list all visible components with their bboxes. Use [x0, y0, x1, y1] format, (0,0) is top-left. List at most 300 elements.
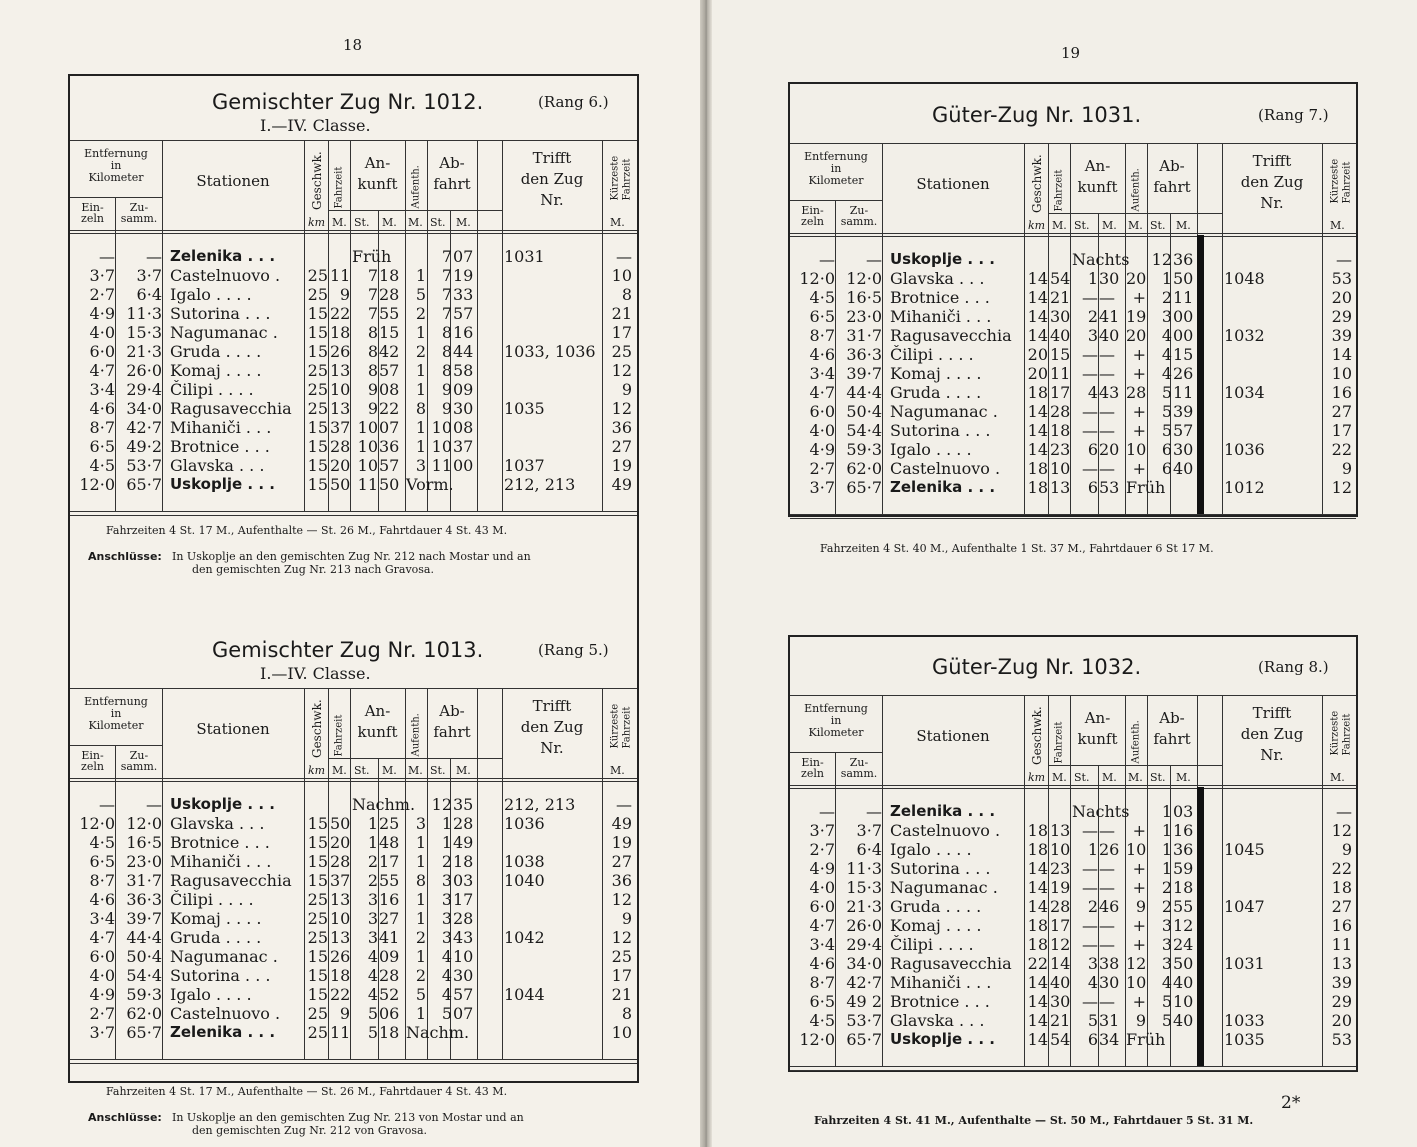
table-cell: Gruda . . . .: [170, 342, 262, 361]
table-cell: 9: [367, 380, 378, 399]
table-cell: 1: [367, 833, 378, 852]
header-kilometer: Kilometer: [88, 171, 144, 184]
table-cell: 18: [330, 323, 351, 342]
unit: St.: [1150, 771, 1166, 784]
table-row: [790, 364, 1356, 383]
table-cell: Gruda . . . .: [890, 383, 982, 402]
rule: [70, 778, 637, 779]
table-cell: 30: [1050, 307, 1071, 326]
table-cell: 18: [1050, 421, 1071, 440]
table-cell: 3·7: [809, 478, 835, 497]
table-cell: 4: [367, 947, 378, 966]
table-cell: 44·4: [846, 383, 882, 402]
table-cell: 4·7: [89, 928, 115, 947]
rule: [70, 140, 637, 141]
table-cell: 7: [441, 247, 452, 266]
table-cell: 36: [611, 871, 632, 890]
table-cell: 17: [611, 966, 632, 985]
rule: [328, 210, 502, 211]
header-kuerzeste: Kürzeste: [1329, 710, 1341, 756]
table-cell: 12: [1050, 935, 1071, 954]
right-page: [708, 0, 1417, 1147]
table-cell: 8: [621, 285, 632, 304]
header-fahrzeit: Fahrzeit: [1053, 721, 1065, 764]
table-cell: 10: [1050, 840, 1071, 859]
table-cell: 15: [307, 833, 328, 852]
table-cell: Uskoplje . . .: [170, 795, 275, 813]
table-cell: 18: [1027, 821, 1048, 840]
header-in: in: [830, 162, 842, 175]
rule: [790, 233, 1356, 234]
table-cell: 7: [367, 266, 378, 285]
header-stationen: Stationen: [916, 175, 990, 193]
table-cell: 22: [1331, 859, 1352, 878]
table-cell: Brotnice . . .: [170, 833, 270, 852]
header-geschwk: Geschwk.: [1030, 706, 1044, 765]
table-cell: 23·0: [126, 852, 162, 871]
table-row: [70, 1023, 637, 1042]
table-cell: 22: [330, 985, 351, 1004]
table-cell: 21: [1050, 1011, 1071, 1030]
table-cell: 8: [367, 323, 378, 342]
table-cell: 39·7: [846, 364, 882, 383]
table-cell: 4·5: [809, 288, 835, 307]
table-cell: 17: [1050, 383, 1071, 402]
table-cell: 9: [441, 399, 452, 418]
table-row: [70, 475, 637, 494]
train-title: Gemischter Zug Nr. 1012.: [212, 90, 484, 114]
book-gutter: [700, 0, 712, 1147]
table-cell: 16·5: [126, 833, 162, 852]
table-cell: +: [1132, 459, 1146, 478]
table-cell: 23: [1050, 440, 1071, 459]
table-cell: 42·7: [846, 973, 882, 992]
table-row: [70, 399, 637, 418]
summary-line: Fahrzeiten 4 St. 41 M., Aufenthalte — St. 50 M., Fahrtdauer 5 St. 31 M.: [814, 1114, 1254, 1127]
table-row: [70, 795, 637, 814]
table-cell: 25: [611, 342, 632, 361]
table-cell: 25: [611, 947, 632, 966]
table-cell: 3: [415, 814, 426, 833]
table-cell: 1: [367, 814, 378, 833]
table-cell: 12: [611, 928, 632, 947]
header-kilometer: Kilometer: [808, 174, 864, 187]
table-cell: 8: [621, 1004, 632, 1023]
table-cell: 13: [1331, 954, 1352, 973]
table-cell: Igalo . . . .: [170, 285, 252, 304]
table-cell: 25: [307, 285, 328, 304]
table-cell: 1036: [1224, 440, 1265, 459]
unit: M.: [332, 764, 347, 777]
table-cell: Uskoplje . . .: [890, 1030, 995, 1048]
table-row: [790, 935, 1356, 954]
table-cell: 10: [330, 380, 351, 399]
table-row: [70, 909, 637, 928]
unit-km: km: [308, 216, 326, 229]
table-row: [790, 1030, 1356, 1049]
table-cell: 34·0: [126, 399, 162, 418]
table-cell: 3: [415, 456, 426, 475]
table-cell: 7: [441, 304, 452, 323]
table-cell: 24: [1173, 935, 1194, 954]
table-cell: 28: [1126, 383, 1147, 402]
table-cell: 21: [1050, 288, 1071, 307]
header-ankunft: kunft: [1077, 730, 1118, 748]
table-cell: 20: [1126, 326, 1147, 345]
table-cell: +: [1132, 859, 1146, 878]
header-in: in: [110, 707, 122, 720]
table-cell: 9: [621, 380, 632, 399]
table-cell: 1036: [504, 814, 545, 833]
table-cell: 1: [415, 437, 426, 456]
table-cell: 5: [1161, 383, 1172, 402]
table-row: [70, 814, 637, 833]
table-cell: Ragusavecchia: [890, 326, 1012, 345]
table-cell: 21: [611, 985, 632, 1004]
header-trifft: Nr.: [1260, 746, 1284, 764]
table-cell: 36: [1173, 840, 1194, 859]
table-cell: 3: [367, 890, 378, 909]
table-cell: Nachm.: [406, 1023, 470, 1042]
table-cell: 30: [1099, 973, 1120, 992]
table-cell: —: [1099, 935, 1115, 954]
header-stationen: Stationen: [916, 727, 990, 745]
header-entfernung: Entfernung: [804, 150, 868, 163]
table-row: [70, 361, 637, 380]
table-cell: Sutorina . . .: [170, 304, 271, 323]
table-cell: Igalo . . . .: [890, 440, 972, 459]
table-cell: 18: [1027, 383, 1048, 402]
train-title: Güter-Zug Nr. 1031.: [932, 103, 1142, 127]
table-cell: 6·4: [136, 285, 162, 304]
header-kilometer: Kilometer: [88, 719, 144, 732]
table-cell: 4·9: [809, 440, 835, 459]
table-cell: 2: [367, 871, 378, 890]
header-trifft: den Zug: [1240, 725, 1304, 743]
table-row: [70, 247, 637, 266]
table-cell: 3·4: [809, 364, 835, 383]
table-cell: 9: [1135, 1011, 1146, 1030]
table-row: [70, 833, 637, 852]
table-cell: 3: [441, 871, 452, 890]
rule: [70, 1063, 637, 1064]
table-cell: +: [1132, 421, 1146, 440]
table-cell: 3·7: [809, 821, 835, 840]
table-row: [70, 928, 637, 947]
table-cell: 40: [1173, 1011, 1194, 1030]
table-cell: 07: [453, 1004, 474, 1023]
table-cell: 8: [415, 871, 426, 890]
table-cell: Mihaniči . . .: [170, 418, 272, 437]
summary-line: Fahrzeiten 4 St. 17 M., Aufenthalte — St. 26 M., Fahrtdauer 4 St. 43 M.: [106, 1085, 508, 1098]
table-cell: Brotnice . . .: [170, 437, 270, 456]
table-cell: Castelnuovo .: [170, 1004, 281, 1023]
table-cell: 27: [1331, 897, 1352, 916]
table-cell: Nagumanac .: [170, 947, 278, 966]
table-cell: 11: [1173, 383, 1194, 402]
table-cell: —: [1099, 878, 1115, 897]
table-cell: 15: [307, 947, 328, 966]
header-geschwk: Geschwk.: [310, 699, 324, 758]
table-cell: 4·9: [89, 304, 115, 323]
table-cell: —: [1099, 859, 1115, 878]
table-cell: 25: [307, 266, 328, 285]
table-row: [790, 402, 1356, 421]
table-cell: 4·0: [809, 421, 835, 440]
table-cell: 18: [330, 966, 351, 985]
table-cell: 14: [1027, 288, 1048, 307]
table-cell: 25: [307, 909, 328, 928]
table-cell: 18: [1173, 878, 1194, 897]
table-cell: 14: [1027, 1011, 1048, 1030]
table-cell: 15·3: [126, 323, 162, 342]
table-cell: 12: [611, 361, 632, 380]
table-cell: 212, 213: [504, 475, 576, 494]
table-cell: 14: [1027, 992, 1048, 1011]
table-cell: Früh: [352, 247, 392, 266]
table-cell: 7: [367, 304, 378, 323]
unit: M.: [408, 216, 423, 229]
table-cell: 6: [1087, 478, 1098, 497]
table-cell: 15: [307, 437, 328, 456]
table-row: [70, 437, 637, 456]
table-cell: 8: [367, 342, 378, 361]
table-cell: Früh: [1126, 478, 1166, 497]
table-cell: 39: [1331, 973, 1352, 992]
table-cell: 40: [1050, 973, 1071, 992]
table-cell: Brotnice . . .: [890, 288, 990, 307]
table-row: [70, 947, 637, 966]
unit: M.: [382, 216, 397, 229]
header-zusamm: samm.: [840, 215, 878, 228]
table-cell: 15: [307, 985, 328, 1004]
table-cell: 11·3: [846, 859, 882, 878]
table-cell: 10: [1126, 440, 1147, 459]
table-cell: Komaj . . . .: [890, 364, 982, 383]
table-cell: Sutorina . . .: [170, 966, 271, 985]
table-cell: 14: [1027, 878, 1048, 897]
table-cell: 4: [1161, 364, 1172, 383]
table-cell: 16: [1173, 821, 1194, 840]
table-cell: Glavska . . .: [170, 814, 265, 833]
unit: M.: [1330, 771, 1345, 784]
table-cell: Gruda . . . .: [890, 897, 982, 916]
header-in: in: [110, 159, 122, 172]
table-row: [790, 840, 1356, 859]
table-cell: 4·0: [809, 878, 835, 897]
table-cell: —: [1099, 821, 1115, 840]
table-cell: 42: [379, 342, 400, 361]
table-cell: 3·7: [856, 821, 882, 840]
table-cell: 33: [453, 285, 474, 304]
table-cell: 4: [441, 947, 452, 966]
header-zusamm: Zu-: [129, 201, 149, 214]
table-cell: 57: [453, 304, 474, 323]
table-cell: 7: [441, 266, 452, 285]
table-cell: 13: [1050, 478, 1071, 497]
table-cell: 9: [1135, 897, 1146, 916]
rule: [790, 143, 1356, 144]
table-cell: 9: [1341, 840, 1352, 859]
table-cell: 2: [1161, 897, 1172, 916]
table-cell: 6·0: [89, 947, 115, 966]
table-row: [790, 326, 1356, 345]
table-cell: 4·6: [809, 345, 835, 364]
table-cell: 36: [379, 437, 400, 456]
table-cell: 14: [1027, 326, 1048, 345]
table-cell: 40: [1099, 326, 1120, 345]
table-cell: Uskoplje . . .: [170, 475, 275, 493]
table-cell: 11: [330, 1023, 351, 1042]
table-cell: 59·3: [846, 440, 882, 459]
table-cell: Gruda . . . .: [170, 928, 262, 947]
table-cell: —: [1082, 364, 1098, 383]
table-cell: 4: [441, 985, 452, 1004]
header-trifft: Trifft: [1252, 152, 1292, 170]
header-abfahrt: Ab-: [439, 154, 465, 172]
table-cell: 12: [431, 795, 452, 814]
table-cell: 9: [367, 399, 378, 418]
header-ankunft: kunft: [1077, 178, 1118, 196]
table-cell: 50: [330, 814, 351, 833]
table-row: [790, 859, 1356, 878]
table-cell: 1: [1161, 269, 1172, 288]
table-row: [790, 459, 1356, 478]
table-cell: 49 2: [846, 992, 882, 1011]
header-entfernung: Entfernung: [84, 147, 148, 160]
table-cell: 6·5: [89, 437, 115, 456]
table-cell: 8: [441, 323, 452, 342]
table-cell: 26: [1173, 364, 1194, 383]
header-zusamm: Zu-: [129, 749, 149, 762]
table-cell: 26: [330, 342, 351, 361]
rule: [70, 781, 637, 782]
table-cell: 22: [330, 304, 351, 323]
table-cell: 21·3: [846, 897, 882, 916]
table-row: [790, 421, 1356, 440]
table-cell: 57: [453, 985, 474, 1004]
table-row: [790, 992, 1356, 1011]
table-cell: +: [1132, 402, 1146, 421]
table-row: [790, 478, 1356, 497]
header-ankunft: An-: [1084, 157, 1111, 175]
table-cell: 49: [611, 475, 632, 494]
table-cell: 17: [1331, 421, 1352, 440]
table-cell: 65·7: [126, 1023, 162, 1042]
table-cell: 20: [330, 833, 351, 852]
table-cell: 10: [453, 947, 474, 966]
table-cell: 18: [1027, 916, 1048, 935]
table-cell: 16: [1331, 383, 1352, 402]
table-cell: —: [1336, 250, 1352, 269]
table-cell: Castelnuovo .: [890, 821, 1001, 840]
table-cell: 6: [1087, 1030, 1098, 1049]
table-cell: Glavska . . .: [890, 269, 985, 288]
unit: St.: [430, 764, 446, 777]
table-cell: 1: [415, 833, 426, 852]
header-trifft: den Zug: [520, 718, 584, 736]
table-cell: 11: [1173, 288, 1194, 307]
header-geschwk: Geschwk.: [310, 151, 324, 210]
header-trifft: Trifft: [532, 149, 572, 167]
table-cell: 20: [1331, 288, 1352, 307]
table-cell: —: [616, 795, 632, 814]
header-abfahrt: Ab-: [439, 702, 465, 720]
table-row: [790, 383, 1356, 402]
table-row: [790, 878, 1356, 897]
table-cell: 12: [1173, 916, 1194, 935]
unit: M.: [1102, 771, 1117, 784]
table-cell: 5: [441, 1004, 452, 1023]
rule: [790, 200, 882, 201]
table-cell: 10: [1173, 992, 1194, 1011]
table-row: [790, 954, 1356, 973]
table-cell: 65·7: [846, 1030, 882, 1049]
table-cell: —: [1099, 421, 1115, 440]
unit-km: km: [308, 764, 326, 777]
table-cell: 54·4: [846, 421, 882, 440]
header-einzeln: Ein-: [801, 756, 824, 769]
table-cell: 27: [611, 852, 632, 871]
rule: [70, 233, 637, 234]
table-cell: 10: [357, 418, 378, 437]
anschluesse-label: Anschlüsse:: [88, 1111, 162, 1124]
table-cell: 12: [1126, 954, 1147, 973]
table-cell: +: [1132, 364, 1146, 383]
table-cell: 25: [307, 890, 328, 909]
table-cell: —: [1082, 421, 1098, 440]
table-cell: —: [866, 250, 882, 269]
table-row: [790, 802, 1356, 821]
table-cell: 9: [1341, 459, 1352, 478]
anschluesse-text: In Uskoplje an den gemischten Zug Nr. 212 nach Mostar und an: [172, 550, 531, 563]
table-cell: 30: [453, 399, 474, 418]
table-cell: 19: [453, 266, 474, 285]
unit-km: km: [1028, 771, 1046, 784]
table-cell: —: [1082, 345, 1098, 364]
unit: St.: [1150, 219, 1166, 232]
table-cell: 1032: [1224, 326, 1265, 345]
table-cell: 2: [415, 304, 426, 323]
summary-line: Fahrzeiten 4 St. 17 M., Aufenthalte — St. 26 M., Fahrtdauer 4 St. 43 M.: [106, 524, 508, 537]
header-einzeln: zeln: [801, 215, 824, 228]
table-cell: 36: [611, 418, 632, 437]
table-cell: 5: [1161, 1011, 1172, 1030]
table-cell: 2·7: [809, 840, 835, 859]
table-cell: 22: [1331, 440, 1352, 459]
header-trifft: den Zug: [1240, 173, 1304, 191]
table-cell: Uskoplje . . .: [890, 250, 995, 268]
table-cell: 15: [307, 323, 328, 342]
table-cell: 4: [1161, 345, 1172, 364]
rule: [790, 1066, 1356, 1067]
table-cell: 10: [357, 437, 378, 456]
table-cell: 31·7: [126, 871, 162, 890]
table-cell: 21·3: [126, 342, 162, 361]
table-cell: 37: [330, 418, 351, 437]
table-cell: 15: [307, 966, 328, 985]
table-cell: Zelenika . . .: [890, 478, 996, 496]
table-cell: 14: [1050, 954, 1071, 973]
table-cell: 00: [1173, 307, 1194, 326]
header-ankunft: An-: [364, 154, 391, 172]
header-kuerzeste: Kürzeste: [1329, 158, 1341, 204]
header-abfahrt: fahrt: [1153, 178, 1191, 196]
table-cell: 8: [441, 342, 452, 361]
table-cell: 53·7: [126, 456, 162, 475]
table-cell: Nagumanac .: [890, 402, 998, 421]
table-cell: 03: [453, 871, 474, 890]
